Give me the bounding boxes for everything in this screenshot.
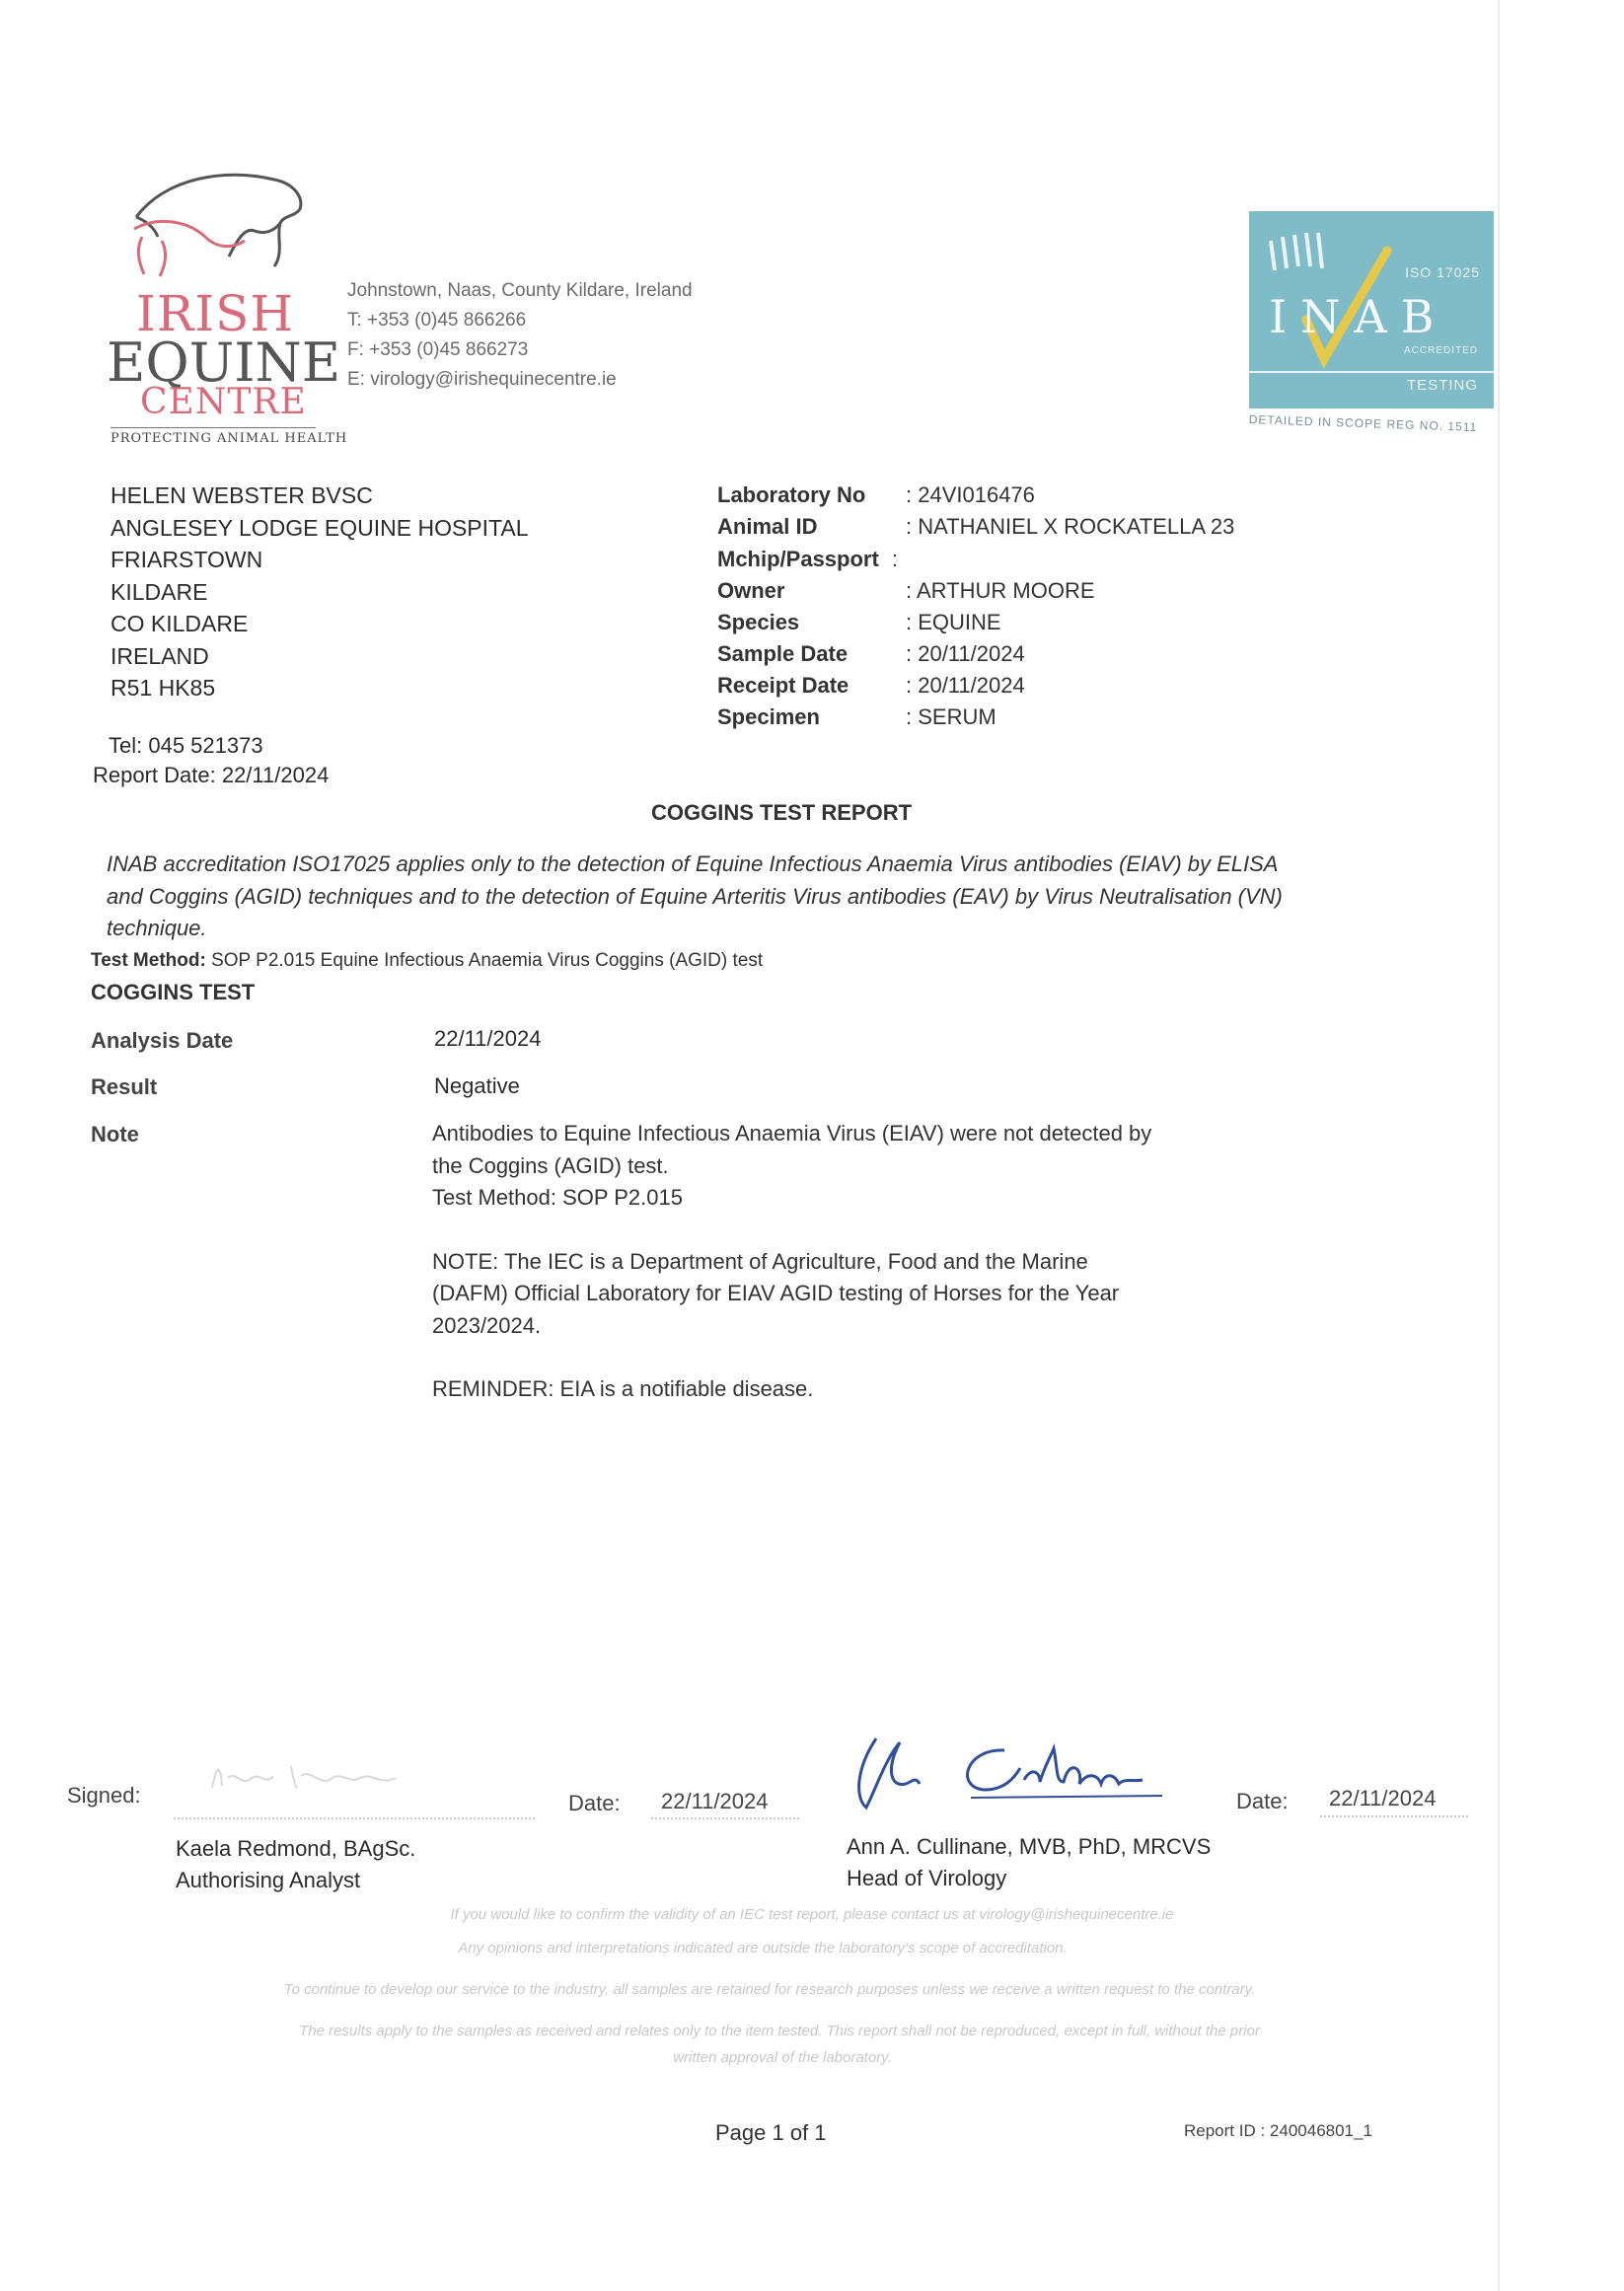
recipient-tel: Tel: 045 521373 xyxy=(109,733,263,758)
address-line: ANGLESEY LODGE EQUINE HOSPITAL xyxy=(111,514,529,541)
note-line: Antibodies to Equine Infectious Anaemia Virus (EIAV) were not detected by xyxy=(432,1121,1152,1146)
note2-line: NOTE: The IEC is a Department of Agriculture, Food and the Marine xyxy=(432,1248,1088,1274)
row-value-analysis-date: 22/11/2024 xyxy=(434,1026,542,1051)
left-signature-graphic xyxy=(202,1748,459,1808)
left-date-line xyxy=(651,1817,799,1819)
field-label-mchip: Mchip/Passport xyxy=(717,547,879,571)
disclaimer-line: If you would like to confirm the validity of an IEC test report, please contact us at virology@irishequinecentre.ie xyxy=(450,1906,1174,1923)
disclaimer-line: The results apply to the samples as received and relates only to the item tested. This report shall not be reproduced, except in full, without the prior xyxy=(299,2023,1260,2039)
field-value-mchip: : xyxy=(892,547,899,571)
accreditation-statement xyxy=(107,849,1389,945)
disclaimer-line: written approval of the laboratory. xyxy=(673,2049,892,2066)
right-signature-graphic xyxy=(847,1729,1162,1817)
test-method-value: SOP P2.015 Equine Infectious Anaemia Virus Coggins (AGID) test xyxy=(205,950,764,971)
address-line: CO KILDARE xyxy=(111,611,249,636)
inab-accreditation-badge xyxy=(1248,211,1494,435)
inab-accredited: ACCREDITED xyxy=(1403,345,1478,356)
note2-line: 2023/2024. xyxy=(432,1312,542,1338)
signed-label: Signed: xyxy=(67,1783,141,1808)
inab-rule xyxy=(1249,371,1494,373)
inab-brand-text: INAB xyxy=(1269,290,1448,343)
address-line: IRELAND xyxy=(111,642,209,669)
left-signer-title: Authorising Analyst xyxy=(176,1868,361,1892)
section-title: COGGINS TEST xyxy=(91,980,256,1004)
field-value-specimen: : SERUM xyxy=(906,704,997,729)
logo-equine: EQUINE xyxy=(107,332,341,394)
left-date-label: Date: xyxy=(568,1791,621,1815)
recipient-address xyxy=(111,480,529,704)
contact-tel: T: +353 (0)45 866266 xyxy=(347,310,527,331)
note-line: the Coggins (AGID) test. xyxy=(432,1152,669,1178)
intro-line: technique. xyxy=(107,916,207,940)
inab-scope: DETAILED IN SCOPE REG NO. 1511 xyxy=(1248,412,1478,435)
right-signer-name: Ann A. Cullinane, MVB, PhD, MRCVS xyxy=(847,1834,1212,1859)
test-method-label: Test Method: xyxy=(91,950,206,971)
disclaimer-line: Any opinions and interpretations indicated are outside the laboratory's scope of accreditation. xyxy=(458,1940,1068,1957)
field-value-sample-date: : 20/11/2024 xyxy=(906,641,1025,666)
row-label-result: Result xyxy=(91,1074,158,1099)
logo-centre: CENTRE xyxy=(140,382,307,422)
contact-block xyxy=(347,276,693,395)
left-signer-name: Kaela Redmond, BAgSc. xyxy=(176,1836,416,1861)
note-text xyxy=(432,1118,1320,1406)
report-id: Report ID : 240046801_1 xyxy=(1184,2121,1372,2140)
contact-address: Johnstown, Naas, County Kildare, Ireland xyxy=(347,280,693,301)
address-line: KILDARE xyxy=(111,578,208,605)
reminder: REMINDER: EIA is a notifiable disease. xyxy=(432,1376,814,1401)
field-label-species: Species xyxy=(717,610,800,634)
page-number: Page 1 of 1 xyxy=(715,2120,827,2145)
logo-irish: IRISH xyxy=(136,285,295,342)
horse-icon xyxy=(107,158,324,296)
logo-tagline: PROTECTING ANIMAL HEALTH xyxy=(111,431,348,446)
field-label-laboratory-no: Laboratory No xyxy=(717,482,866,507)
field-label-sample-date: Sample Date xyxy=(717,641,849,666)
right-signer-title: Head of Virology xyxy=(847,1866,1007,1890)
address-line: HELEN WEBSTER BVSC xyxy=(111,482,373,508)
field-label-specimen: Specimen xyxy=(717,704,820,729)
left-signature-line xyxy=(174,1817,535,1819)
contact-fax: F: +353 (0)45 866273 xyxy=(347,339,529,360)
contact-email: E: virology@irishequinecentre.ie xyxy=(347,369,617,390)
test-method-line xyxy=(91,947,763,975)
right-date: 22/11/2024 xyxy=(1329,1786,1437,1811)
logo-divider xyxy=(111,427,316,428)
note-line: Test Method: SOP P2.015 xyxy=(432,1185,683,1210)
field-value-species: : EQUINE xyxy=(906,610,1001,634)
inab-brand xyxy=(1269,290,1447,343)
field-value-laboratory-no: : 24VI016476 xyxy=(906,482,1035,507)
intro-line: INAB accreditation ISO17025 applies only to the detection of Equine Infectious Anaemia Virus antibodies (EIAV) by ELISA xyxy=(107,851,1279,876)
row-label-note: Note xyxy=(91,1122,139,1146)
right-date-line xyxy=(1320,1815,1468,1817)
inab-iso: ISO 17025 xyxy=(1405,264,1480,280)
report-title: COGGINS TEST REPORT xyxy=(651,800,913,825)
field-value-receipt-date: : 20/11/2024 xyxy=(906,673,1025,698)
intro-line: and Coggins (AGID) techniques and to the detection of Equine Arteritis Virus antibodies (EAV) by Virus Neutralisation (VN) xyxy=(107,883,1283,909)
field-label-animal-id: Animal ID xyxy=(717,514,818,539)
right-date-label: Date: xyxy=(1236,1789,1289,1813)
left-date: 22/11/2024 xyxy=(661,1789,769,1813)
address-line: R51 HK85 xyxy=(111,675,216,701)
inab-testing: TESTING xyxy=(1406,377,1478,394)
disclaimer-line: To continue to develop our service to the industry, all samples are retained for research purposes unless we receive a written request to the contrary. xyxy=(283,1981,1256,1998)
field-value-animal-id: : NATHANIEL X ROCKATELLA 23 xyxy=(906,514,1235,539)
row-value-result: Negative xyxy=(434,1073,520,1098)
report-date: Report Date: 22/11/2024 xyxy=(93,763,330,787)
address-line: FRIARSTOWN xyxy=(111,547,263,572)
field-value-owner: : ARTHUR MOORE xyxy=(906,578,1095,603)
field-label-receipt-date: Receipt Date xyxy=(717,673,849,698)
row-label-analysis-date: Analysis Date xyxy=(91,1028,234,1053)
field-label-owner: Owner xyxy=(717,578,785,603)
note2-line: (DAFM) Official Laboratory for EIAV AGID testing of Horses for the Year xyxy=(432,1281,1120,1305)
